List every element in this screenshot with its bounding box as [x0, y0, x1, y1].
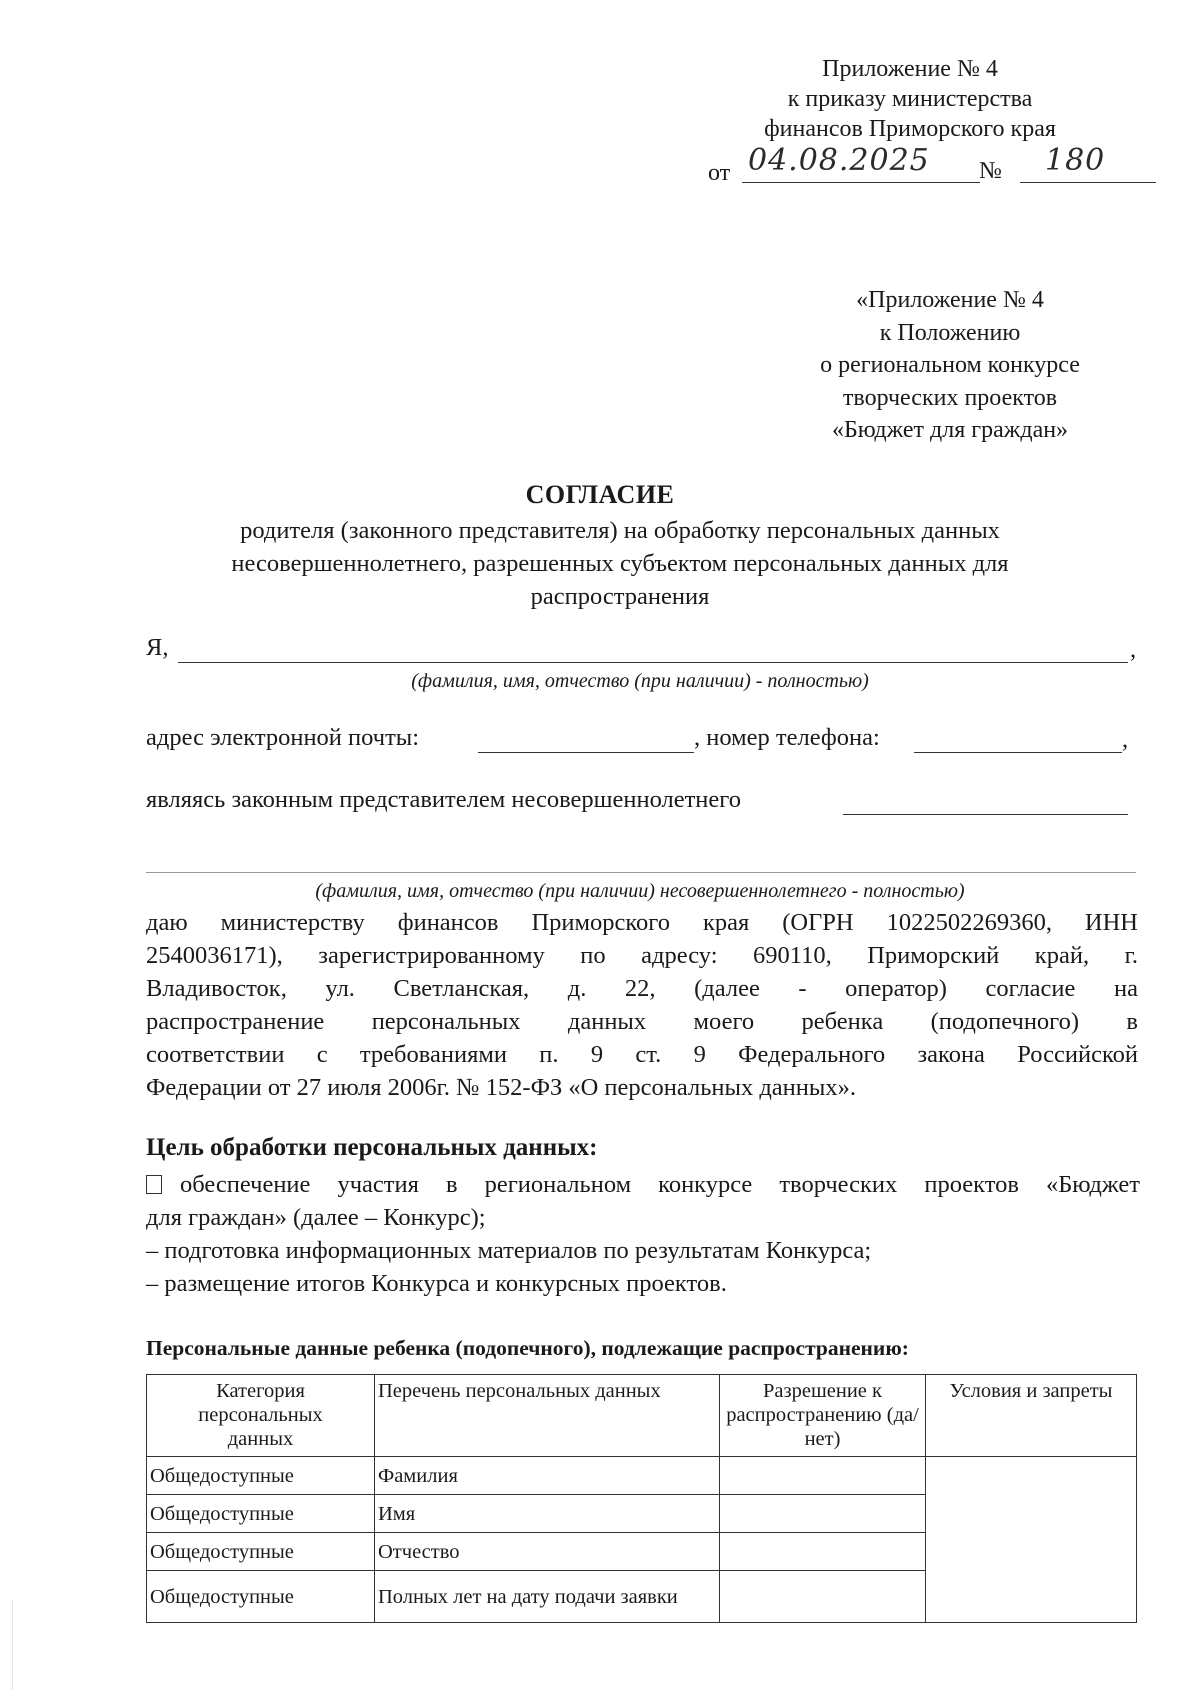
i-comma: ,: [1130, 636, 1137, 663]
minor-name-field-line[interactable]: [843, 814, 1128, 815]
regulation-line: «Приложение № 4: [856, 287, 1044, 313]
purpose-item-1-cont: для граждан» (далее – Конкурс);: [146, 1204, 486, 1231]
consent-line: 2540036171), зарегистрированному по адресу: 690110, Приморский край, г.: [146, 942, 1138, 969]
consent-line: даю министерству финансов Приморского края (ОГРН 1022502269360, ИНН: [146, 909, 1138, 936]
regulation-line: «Бюджет для граждан»: [831, 417, 1069, 443]
subtitle-line: родителя (законного представителя) на обработку персональных данных: [240, 517, 1000, 544]
order-attachment-block: [700, 54, 1120, 186]
header-list: Перечень персональных данных: [375, 1375, 720, 1457]
email-field-line[interactable]: [478, 752, 694, 753]
full-name-field-line[interactable]: [178, 662, 1128, 663]
consent-line: Владивосток, ул. Светланская, д. 22, (далее - оператор) согласие на: [146, 975, 1138, 1002]
cell-permission-input[interactable]: [720, 1533, 926, 1571]
purpose-item-1: [146, 1168, 1140, 1201]
header-permission: Разрешение к распространению (да/нет): [720, 1375, 926, 1457]
table-header-row: [147, 1375, 1137, 1457]
number-underline: [1020, 182, 1156, 183]
header-conditions: Условия и запреты: [926, 1375, 1137, 1457]
consent-line: Федерации от 27 июля 2006г. № 152-ФЗ «О персональных данных».: [146, 1074, 856, 1101]
document-title: СОГЛАСИЕ: [525, 480, 675, 509]
cell-permission-input[interactable]: [720, 1495, 926, 1533]
purpose-heading: Цель обработки персональных данных:: [146, 1134, 598, 1161]
phone-comma: ,: [1122, 726, 1129, 753]
purpose-item-1-text: обеспечение участия в региональном конкурсе творческих проектов «Бюджет: [180, 1171, 1140, 1198]
purpose-item-3: – размещение итогов Конкурса и конкурсных проектов.: [146, 1270, 727, 1297]
cell-conditions-input[interactable]: [926, 1457, 1137, 1623]
header-category: Категория персональных данных: [147, 1375, 375, 1457]
consent-paragraph: [146, 906, 1138, 1104]
email-label: адрес электронной почты:: [146, 724, 420, 751]
cell-category: Общедоступные: [147, 1533, 375, 1571]
representative-label: являясь законным представителем несовершеннолетнего: [146, 786, 741, 813]
order-attachment-line2: к приказу министерства: [787, 86, 1033, 112]
order-number-handwritten: 180: [1045, 143, 1106, 178]
checkbox-icon[interactable]: [146, 1175, 162, 1194]
cell-permission-input[interactable]: [720, 1571, 926, 1623]
consent-line: распространение персональных данных моего ребенка (подопечного) в: [146, 1008, 1138, 1035]
cell-category: Общедоступные: [147, 1495, 375, 1533]
order-date-handwritten: 04.08.2025: [748, 143, 930, 178]
phone-label: , номер телефона:: [694, 724, 880, 751]
date-prefix: от: [708, 160, 731, 186]
scan-edge-mark: [12, 1600, 13, 1690]
minor-name-caption: (фамилия, имя, отчество (при наличии) несовершеннолетнего - полностью): [315, 880, 965, 902]
order-date-row: [700, 143, 1120, 186]
minor-name-field-line-2[interactable]: [146, 872, 1136, 873]
subtitle-line: несовершеннолетнего, разрешенных субъектом персональных данных для: [231, 550, 1009, 577]
table-row: [147, 1457, 1137, 1495]
order-attachment-line3: финансов Приморского края: [764, 116, 1056, 142]
number-label: №: [979, 158, 1002, 184]
full-name-caption: (фамилия, имя, отчество (при наличии) - полностью): [411, 670, 869, 692]
purpose-item-2: – подготовка информационных материалов по результатам Конкурса;: [146, 1237, 872, 1264]
cell-category: Общедоступные: [147, 1571, 375, 1623]
regulation-line: к Положению: [879, 319, 1021, 346]
phone-field-line[interactable]: [914, 752, 1122, 753]
cell-category: Общедоступные: [147, 1457, 375, 1495]
cell-item: Отчество: [375, 1533, 720, 1571]
personal-data-table: [146, 1374, 1137, 1623]
cell-item: Имя: [375, 1495, 720, 1533]
order-attachment-line1: Приложение № 4: [822, 56, 998, 82]
regulation-line: о региональном конкурсе: [820, 352, 1080, 378]
cell-item: Полных лет на дату подачи заявки: [375, 1571, 720, 1623]
date-underline: [742, 182, 980, 183]
i-label: Я,: [146, 634, 169, 661]
consent-line: соответствии с требованиями п. 9 ст. 9 Федерального закона Российской: [146, 1041, 1138, 1068]
cell-item: Фамилия: [375, 1457, 720, 1495]
purpose-list: [146, 1168, 1140, 1300]
document-subtitle: [170, 514, 1070, 613]
regulation-attachment-block: [770, 284, 1130, 447]
cell-permission-input[interactable]: [720, 1457, 926, 1495]
personal-data-heading: Персональные данные ребенка (подопечного), подлежащие распространению:: [146, 1336, 909, 1360]
subtitle-line: распространения: [530, 583, 710, 610]
regulation-line: творческих проектов: [842, 384, 1058, 411]
